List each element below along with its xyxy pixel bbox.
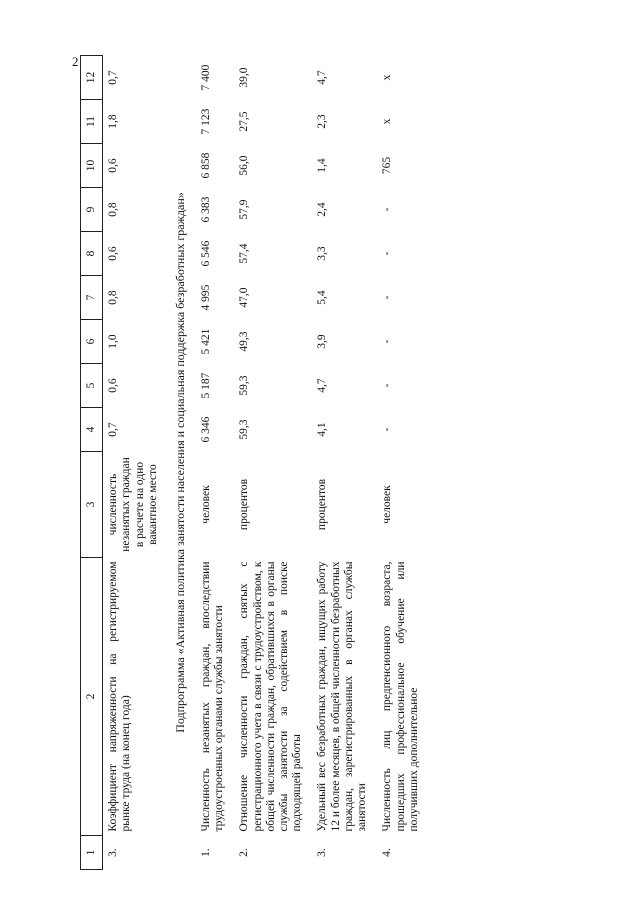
value-cell: 7 400 <box>199 64 212 91</box>
col-header-11: 11 <box>81 100 103 144</box>
value-cell: 3,3 <box>316 246 329 261</box>
col-header-4: 4 <box>81 408 103 452</box>
row-number: 4. <box>381 848 394 857</box>
unit: человек <box>381 485 394 524</box>
value-cell: - <box>381 295 394 300</box>
value-cell: 6 858 <box>199 152 212 179</box>
value-cell: 57,9 <box>238 199 251 220</box>
value-cell: - <box>381 383 394 388</box>
value-cell: 4,7 <box>316 70 329 85</box>
value-cell: - <box>381 427 394 432</box>
value-cell: 5,4 <box>316 290 329 305</box>
unit: численность незанятых граждан в расчете на одно вакантное место <box>107 457 159 552</box>
value-cell: 39,0 <box>238 67 251 88</box>
value-cell: 4,7 <box>316 378 329 393</box>
value-cell: 765 <box>381 156 394 175</box>
rotated-page-content <box>80 60 620 870</box>
col-header-1: 1 <box>81 836 103 870</box>
value-cell: 3,9 <box>316 334 329 349</box>
value-cell: 6 383 <box>199 196 212 223</box>
value-cell: 4 995 <box>199 284 212 311</box>
value-cell: 56,0 <box>238 155 251 176</box>
value-cell: 5 421 <box>199 328 212 355</box>
col-header-6: 6 <box>81 320 103 364</box>
value-cell: - <box>381 251 394 256</box>
indicator-name: Численность незанятых граждан, впоследствии трудоустроенных органами службы занятости <box>199 561 226 832</box>
unit: процентов <box>316 478 329 531</box>
indicator-name: Отношение численности граждан, снятых с регистрационного учета в связи с трудоустройством, к общей численности граждан, обратившихся в органы службы занятости за содействием в поиске подходящей работы <box>238 561 304 832</box>
value-cell: x <box>381 74 394 81</box>
value-cell: 59,3 <box>238 419 251 440</box>
value-cell: 0,7 <box>107 70 120 85</box>
value-cell: 0,6 <box>107 246 120 261</box>
table-row <box>196 56 234 870</box>
value-cell: 1,8 <box>107 114 120 129</box>
col-header-7: 7 <box>81 276 103 320</box>
col-header-8: 8 <box>81 232 103 276</box>
table-row <box>103 56 168 870</box>
value-cell: 6 346 <box>199 416 212 443</box>
header-row <box>81 56 103 870</box>
value-cell: 1,0 <box>107 334 120 349</box>
col-header-3: 3 <box>81 452 103 558</box>
value-cell: 0,8 <box>107 290 120 305</box>
table-row <box>377 56 429 870</box>
value-cell: 2,4 <box>316 202 329 217</box>
value-cell: 59,3 <box>238 375 251 396</box>
indicator-name: Удельный вес безработных граждан, ищущих работу 12 и более месяцев, в общей численности безработных граждан, зарегистрированных в органах службы занятости <box>316 561 369 832</box>
value-cell: 4,1 <box>316 422 329 437</box>
value-cell: 0,6 <box>107 158 120 173</box>
col-header-9: 9 <box>81 188 103 232</box>
row-number: 3. <box>107 848 120 857</box>
table-row <box>312 56 377 870</box>
table-row <box>234 56 312 870</box>
value-cell: 6 546 <box>199 240 212 267</box>
row-number: 2. <box>238 848 251 857</box>
value-cell: 7 123 <box>199 108 212 135</box>
indicators-table <box>80 55 429 870</box>
value-cell: 1,4 <box>316 158 329 173</box>
col-header-10: 10 <box>81 144 103 188</box>
value-cell: - <box>381 339 394 344</box>
value-cell: 57,4 <box>238 243 251 264</box>
value-cell: 0,6 <box>107 378 120 393</box>
value-cell: 49,3 <box>238 331 251 352</box>
unit: человек <box>199 485 212 524</box>
subprogram-title: Подпрограмма «Активная политика занятости населения и социальная поддержка безработных граждан» <box>173 192 188 733</box>
value-cell: 5 187 <box>199 372 212 399</box>
row-number: 3. <box>316 848 329 857</box>
row-number: 1. <box>199 848 212 857</box>
indicator-name: Коэффициент напряженности на регистрируемом рынке труда (на конец года) <box>107 561 133 832</box>
col-header-5: 5 <box>81 364 103 408</box>
indicator-name: Численность лиц предпенсионного возраста, прошедших профессиональное обучение или получивших дополнительное <box>381 561 420 832</box>
page-number: 2 <box>72 54 79 69</box>
value-cell: x <box>381 118 394 125</box>
unit: процентов <box>238 478 251 531</box>
col-header-12: 12 <box>81 56 103 100</box>
value-cell: 27,5 <box>238 111 251 132</box>
value-cell: 2,3 <box>316 114 329 129</box>
subprogram-row <box>168 56 196 870</box>
value-cell: 47,0 <box>238 287 251 308</box>
value-cell: 0,8 <box>107 202 120 217</box>
value-cell: 0,7 <box>107 422 120 437</box>
value-cell: - <box>381 207 394 212</box>
col-header-2: 2 <box>81 558 103 836</box>
